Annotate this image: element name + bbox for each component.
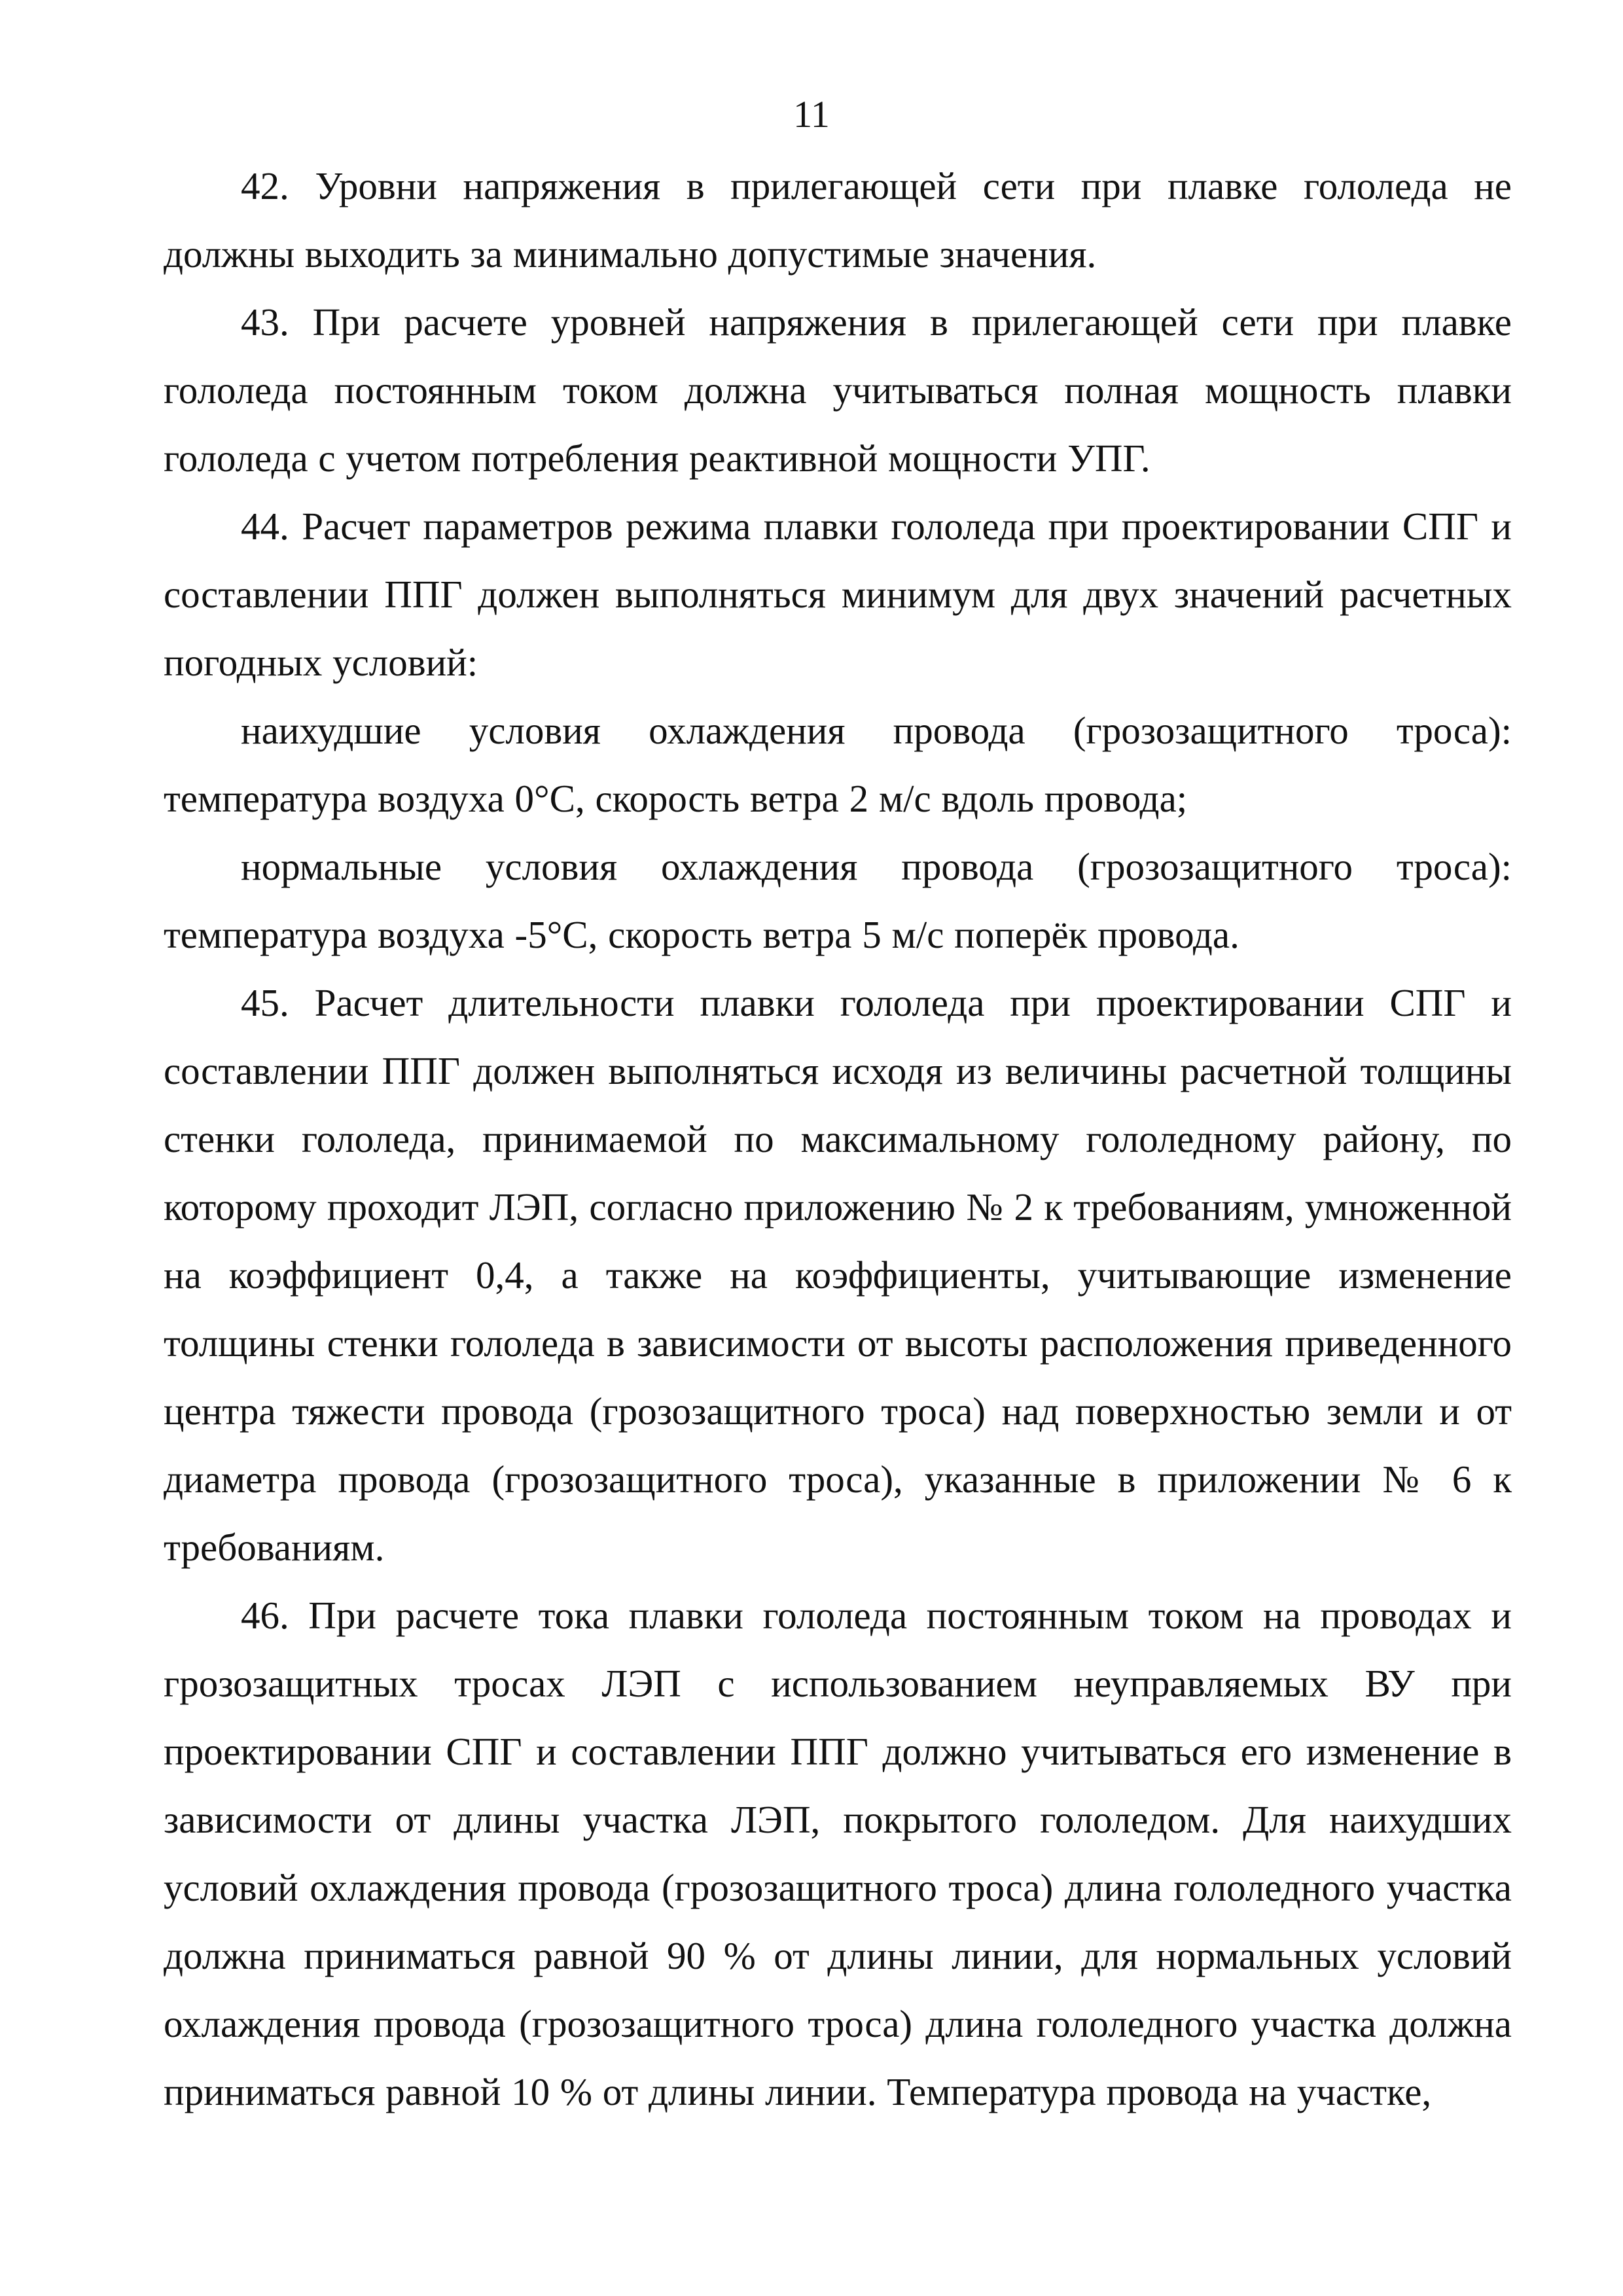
- paragraph-45: 45. Расчет длительности плавки гололеда при проектировании СПГ и составлении ППГ должен выполняться исходя из величины расчетной толщины стенки гололеда, принимаемой по максимальному гололедному району, по которому проходит ЛЭП, согласно приложению № 2 к требованиям, умноженной на коэффициент 0,4, а также на коэффициенты, учитывающие изменение толщины стенки гололеда в зависимости от высоты расположения приведенного центра тяжести провода (грозозащитного троса) над поверхностью земли и от диаметра провода (грозозащитного троса), указанные в приложении № 6 к требованиям.: [164, 981, 1512, 1569]
- document-body: [164, 152, 1512, 2126]
- page-number: 11: [793, 93, 830, 135]
- paragraph-43: 43. При расчете уровней напряжения в прилегающей сети при плавке гололеда постоянным током должна учитываться полная мощность плавки гололеда с учетом потребления реактивной мощности УПГ.: [164, 300, 1512, 480]
- paragraph-44-worst-conditions: наихудшие условия охлаждения провода (грозозащитного троса): температура воздуха 0°С, скорость ветра 2 м/с вдоль провода;: [164, 709, 1512, 820]
- paragraph-44-normal-conditions: нормальные условия охлаждения провода (грозозащитного троса): температура воздуха -5°С, скорость ветра 5 м/с поперёк провода.: [164, 845, 1512, 956]
- paragraph-46: 46. При расчете тока плавки гололеда постоянным током на проводах и грозозащитных тросах ЛЭП с использованием неуправляемых ВУ при проектировании СПГ и составлении ППГ должно учитываться его изменение в зависимости от длины участка ЛЭП, покрытого гололедом. Для наихудших условий охлаждения провода (грозозащитного троса) длина гололедного участка должна приниматься равной 90 % от длины линии, для нормальных условий охлаждения провода (грозозащитного троса) длина гололедного участка должна приниматься равной 10 % от длины линии. Температура провода на участке,: [164, 1594, 1512, 2113]
- paragraph-44: 44. Расчет параметров режима плавки гололеда при проектировании СПГ и составлении ППГ должен выполняться минимум для двух значений расчетных погодных условий:: [164, 505, 1512, 684]
- paragraph-42: 42. Уровни напряжения в прилегающей сети при плавке гололеда не должны выходить за минимально допустимые значения.: [164, 164, 1512, 276]
